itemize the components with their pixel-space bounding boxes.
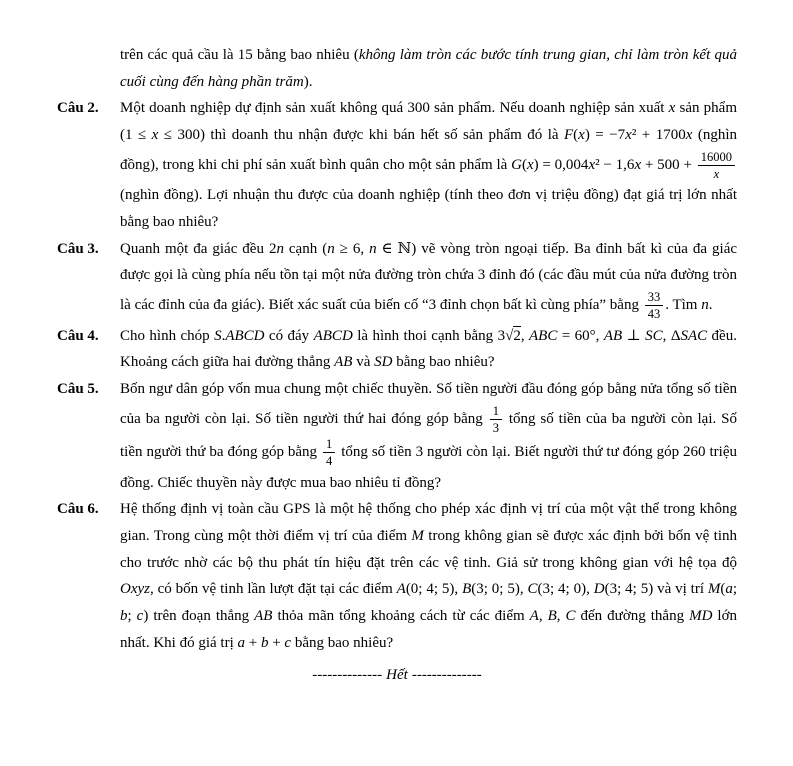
math-token: ; bbox=[127, 608, 137, 624]
text-run: , bbox=[454, 581, 463, 598]
math-token: 4 bbox=[326, 454, 333, 469]
question-row bbox=[57, 376, 737, 496]
fraction-numerator bbox=[645, 289, 664, 306]
math-token: x bbox=[151, 127, 159, 144]
math-token: 43 bbox=[647, 307, 661, 322]
question-body bbox=[120, 496, 737, 656]
math-token: x bbox=[713, 167, 720, 181]
math-token: F bbox=[563, 127, 574, 144]
math-token: ( bbox=[573, 127, 579, 144]
math-token: AB bbox=[254, 608, 273, 624]
math-token: b bbox=[260, 634, 269, 651]
math-token: M bbox=[707, 581, 721, 598]
math-run bbox=[269, 241, 284, 257]
text-run: và bbox=[352, 354, 375, 371]
question-label: Câu 5. bbox=[57, 380, 99, 397]
math-token: c bbox=[136, 608, 144, 624]
math-token: A bbox=[529, 608, 539, 624]
math-token: = 60°, bbox=[557, 327, 604, 344]
math-run bbox=[564, 127, 692, 143]
text-run: tổng số tiền 3 người còn lại. Biết người thứ tư đóng góp 260 triệu đồng. Chiếc thuyền này được mua bao nhiêu tỉ đồng? bbox=[120, 444, 737, 491]
math-token: . bbox=[221, 327, 226, 344]
math-token: A bbox=[396, 581, 406, 598]
math-token: + 500 + bbox=[641, 156, 696, 173]
italic-run: không làm tròn các bước tính trung gian, chỉ làm tròn kết quả cuối cùng đến hàng phần trăm bbox=[120, 47, 737, 90]
math-token: , bbox=[662, 327, 667, 344]
text-run: , bbox=[556, 608, 566, 624]
math-token: B bbox=[547, 608, 557, 624]
math-token: MD bbox=[689, 608, 713, 624]
end-marker bbox=[57, 662, 737, 689]
question-body bbox=[120, 323, 737, 376]
fraction-denominator bbox=[711, 166, 723, 182]
math-token: + bbox=[268, 634, 285, 651]
fraction-denominator bbox=[490, 420, 502, 436]
question-row bbox=[57, 95, 737, 235]
text-run: thì doanh thu nhận được khi bán hết số sản phẩm đó là bbox=[204, 127, 564, 144]
text-run: , bbox=[538, 608, 548, 624]
math-run bbox=[521, 328, 667, 344]
math-token: SAC bbox=[680, 327, 708, 344]
math-run bbox=[214, 328, 264, 344]
math-token: 1 bbox=[492, 403, 499, 418]
math-token: x bbox=[578, 127, 585, 144]
math-token: ) = −7 bbox=[584, 127, 626, 144]
math-token: n bbox=[369, 240, 377, 257]
text-run: , bbox=[519, 581, 528, 598]
question-body bbox=[120, 376, 737, 496]
math-run bbox=[120, 581, 150, 597]
fraction bbox=[323, 436, 335, 470]
math-run bbox=[566, 608, 576, 624]
text-run: Quanh một đa giác đều bbox=[120, 240, 269, 257]
question-row bbox=[57, 496, 737, 656]
question-list bbox=[57, 42, 737, 656]
text-run: , có bốn vệ tinh lần lượt đặt tại các điểm bbox=[150, 581, 397, 598]
fraction bbox=[698, 149, 735, 183]
text-run: (nghìn đồng). Lợi nhuận thu được của doanh nghiệp (tính theo đơn vị triệu đồng) đạt giá trị lớn nhất bằng bao nhiêu? bbox=[120, 187, 737, 230]
math-token: ≥ 6, bbox=[334, 240, 370, 257]
math-token: ( bbox=[720, 581, 726, 598]
math-run bbox=[314, 328, 353, 344]
math-token: (3; 4; 0) bbox=[537, 581, 587, 598]
text-run: Cho hình chóp bbox=[120, 327, 215, 344]
math-token: 33 bbox=[647, 290, 661, 304]
math-token: n bbox=[276, 240, 284, 257]
math-token: M bbox=[411, 527, 424, 544]
text-run: . bbox=[708, 297, 713, 314]
text-run: và vị trí bbox=[653, 581, 708, 598]
math-token: S bbox=[214, 327, 222, 344]
radical-sign: √ bbox=[505, 327, 514, 344]
fraction bbox=[645, 289, 664, 323]
math-token: n bbox=[701, 297, 709, 314]
math-token: x bbox=[526, 156, 534, 173]
question-label: Câu 4. bbox=[57, 327, 99, 344]
text-run: đến đường thẳng bbox=[575, 608, 690, 624]
math-token: ² + 1700 bbox=[631, 127, 686, 144]
math-token: (1 ≤ bbox=[120, 127, 152, 144]
math-token: x bbox=[625, 127, 632, 144]
math-token: AB bbox=[334, 354, 353, 371]
text-run: trên đoạn thẳng bbox=[148, 608, 255, 624]
text-run: vẽ vòng tròn ngoại tiếp. Ba đỉnh bất kì của đa giác được gọi là cùng phía nếu tồn tại một nửa đường tròn chứa 3 đỉnh đó (các đầu mút của nửa đường tròn là các đỉnh của đa giác). Biết xác suất của biến cố “3 đỉnh chọn bất kì cùng phía” bằng bbox=[120, 240, 738, 314]
math-token: SD bbox=[374, 354, 393, 371]
math-token: a bbox=[725, 581, 733, 598]
math-token: n bbox=[327, 240, 335, 257]
math-token: ( bbox=[322, 240, 328, 257]
question-row bbox=[57, 323, 737, 376]
math-run bbox=[120, 127, 205, 143]
text-run: ). bbox=[303, 73, 313, 90]
math-token: x bbox=[588, 156, 596, 173]
math-token: 16000 bbox=[700, 149, 732, 164]
question-row bbox=[57, 236, 737, 323]
math-token: , bbox=[520, 327, 530, 344]
math-run bbox=[671, 328, 707, 344]
question-body bbox=[120, 95, 737, 235]
math-run bbox=[322, 241, 416, 257]
math-run bbox=[498, 328, 506, 344]
math-run bbox=[334, 354, 352, 370]
end-dashes-left: -------------- bbox=[312, 667, 383, 684]
math-token: C bbox=[527, 581, 538, 598]
math-run bbox=[594, 581, 653, 597]
math-token: C bbox=[565, 608, 576, 624]
text-run: là hình thoi cạnh bằng bbox=[352, 327, 498, 344]
fraction-denominator bbox=[645, 306, 664, 322]
math-run bbox=[530, 608, 539, 624]
text-run: (nghìn đồng), trong khi chi phí sản xuất bình quân cho một sản phẩm là bbox=[120, 127, 737, 173]
intro-paragraph bbox=[120, 42, 737, 95]
math-token: ABC bbox=[529, 327, 558, 344]
math-token: x bbox=[685, 127, 693, 144]
math-token: 2 bbox=[268, 240, 277, 257]
math-token: b bbox=[120, 608, 128, 624]
math-token: 3 bbox=[497, 327, 506, 344]
math-token: ∈ ℕ) bbox=[376, 240, 417, 257]
text-run: có đáy bbox=[264, 327, 314, 344]
question-label: Câu 6. bbox=[57, 501, 99, 518]
math-token: 3 bbox=[492, 420, 499, 435]
text-run: đều. Khoảng cách giữa hai đường thẳng bbox=[120, 327, 737, 371]
text-run: lớn nhất. Khi đó giá trị bbox=[120, 608, 738, 651]
question-label: Câu 3. bbox=[57, 240, 99, 257]
text-run: tổng số tiền của ba người còn lại. Số tiền người thứ ba đóng góp bằng bbox=[120, 410, 737, 461]
text-run: Hệ thống định vị toàn cầu GPS là một hệ thống cho phép xác định vị trí của một vật thể trong không gian. Trong cùng một thời điểm vị trí của điểm bbox=[120, 501, 737, 544]
math-token: AB bbox=[603, 327, 623, 344]
text-run: , bbox=[586, 581, 594, 598]
text-run: Một doanh nghiệp dự định sản xuất không quá 300 sản phẩm. Nếu doanh nghiệp sản xuất bbox=[120, 100, 669, 117]
math-run bbox=[254, 608, 272, 624]
text-run: trong không gian sẽ được xác định bởi bốn vệ tinh cho trước nhờ các bộ thu phát tín hiệu đặt trên các vệ tinh. Giả sử trong không gian với hệ tọa độ bbox=[120, 527, 737, 571]
math-token: a bbox=[237, 634, 245, 651]
math-token: Oxyz bbox=[120, 581, 150, 598]
math-run bbox=[237, 635, 291, 651]
math-run bbox=[374, 354, 392, 370]
math-token: ≤ 300) bbox=[158, 127, 205, 144]
math-run bbox=[411, 528, 424, 544]
math-run bbox=[689, 608, 712, 624]
fraction-numerator bbox=[323, 436, 335, 453]
text-run: cạnh bbox=[283, 240, 323, 257]
math-token: ) bbox=[143, 608, 149, 624]
math-token: ABCD bbox=[313, 327, 353, 344]
text-run: trên các quả cầu là 15 bằng bao nhiêu ( bbox=[120, 47, 359, 63]
math-token: x bbox=[634, 156, 642, 173]
math-token: B bbox=[462, 581, 472, 598]
math-run bbox=[462, 581, 520, 597]
fraction bbox=[490, 403, 502, 437]
text-run: thỏa mãn tổng khoảng cách từ các điểm bbox=[272, 608, 530, 624]
fraction-numerator bbox=[698, 149, 735, 166]
math-token: (0; 4; 5) bbox=[405, 581, 455, 598]
end-label: Hết bbox=[386, 667, 408, 684]
text-run: bằng bao nhiêu? bbox=[291, 634, 394, 651]
text-run: bằng bao nhiêu? bbox=[392, 354, 495, 371]
text-run: Bốn ngư dân góp vốn mua chung một chiếc thuyền. Số tiền người đầu đóng góp bằng nửa tổng số tiền của ba người còn lại. Số tiền người thứ hai đóng góp bằng bbox=[120, 380, 737, 427]
math-token: (3; 4; 5) bbox=[604, 581, 654, 598]
math-token: ⊥ bbox=[622, 327, 646, 344]
fraction-denominator bbox=[323, 453, 335, 469]
math-token: ² − 1,6 bbox=[595, 156, 635, 173]
math-token: + bbox=[244, 634, 261, 651]
math-token: G bbox=[511, 156, 522, 173]
math-run bbox=[701, 297, 709, 313]
question-body bbox=[120, 236, 737, 323]
math-token: x bbox=[668, 100, 676, 117]
end-dashes-right: -------------- bbox=[411, 667, 482, 684]
fraction-numerator bbox=[490, 403, 502, 420]
math-token: ( bbox=[521, 156, 527, 173]
math-token: D bbox=[593, 581, 605, 598]
math-token: (3; 0; 5) bbox=[471, 581, 520, 598]
math-token: ) = 0,004 bbox=[533, 156, 589, 173]
math-token: Δ bbox=[670, 327, 681, 344]
math-token: c bbox=[284, 634, 292, 651]
math-run bbox=[397, 581, 455, 597]
sqrt-expression bbox=[505, 326, 521, 344]
question-label: Câu 2. bbox=[57, 100, 99, 117]
math-run bbox=[527, 581, 586, 597]
text-run: sản phẩm bbox=[675, 100, 737, 117]
math-token: 1 bbox=[326, 437, 333, 452]
math-token: ABCD bbox=[225, 327, 265, 344]
math-run bbox=[548, 608, 557, 624]
math-run bbox=[511, 157, 696, 173]
text-run: . Tìm bbox=[665, 297, 702, 314]
math-token: ; bbox=[732, 581, 738, 598]
math-token: SC bbox=[645, 327, 663, 344]
intro-row bbox=[57, 42, 737, 95]
radicand: 2 bbox=[513, 327, 521, 344]
